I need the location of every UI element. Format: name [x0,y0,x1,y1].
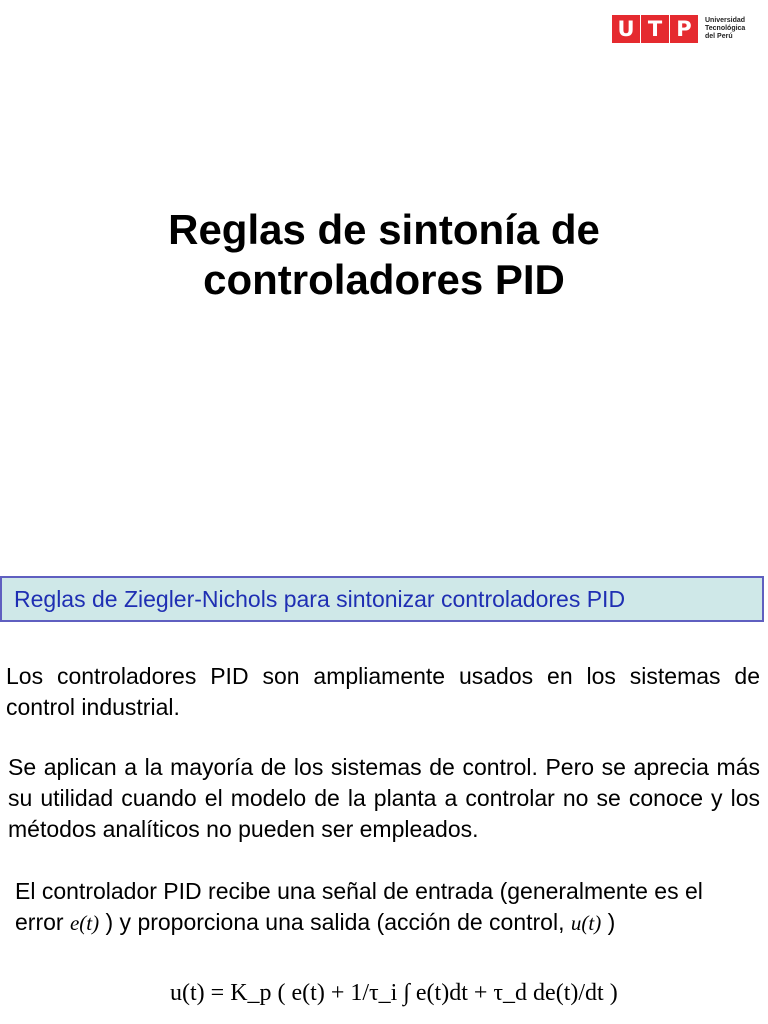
logo-text [705,17,745,41]
section-banner: Reglas de Ziegler-Nichols para sintonizar controladores PID [0,576,764,622]
title-line-2: controladores PID [203,256,565,303]
title-line-1: Reglas de sintonía de [168,206,600,253]
error-symbol: e(t) [69,911,100,935]
paragraph-2: Se aplican a la mayoría de los sistemas de control. Pero se aprecia más su utilidad cuando el modelo de la planta a controlar no se conoce y los métodos analíticos no pueden ser empleados. [8,754,760,842]
paragraph-3-text-a: El controlador PID recibe una señal de entrada (generalmente es el error [15,878,703,935]
pid-formula-text: u(t) = K_p ( e(t) + 1/τ_i ∫ e(t)dt + τ_d de(t)/dt ) [170,980,618,1006]
paragraph-1: Los controladores PID son ampliamente usados en los sistemas de control industrial. [6,663,760,720]
pid-formula [170,980,618,1007]
utp-logo [612,14,745,44]
page-title [0,205,768,305]
control-symbol: u(t) [570,911,602,935]
logo-line-3: del Perú [705,33,733,40]
logo-letter-t: T [641,15,669,43]
logo-letter-p: P [670,15,698,43]
paragraph-3-text-c: ) [601,909,616,935]
paragraph-3 [15,876,757,939]
logo-line-2: Tecnológica [705,25,746,32]
paragraph-3-text-b: ) y proporciona una salida (acción de control, [99,909,571,935]
logo-letter-u: U [612,15,640,43]
logo-line-1: Universidad [705,17,746,24]
